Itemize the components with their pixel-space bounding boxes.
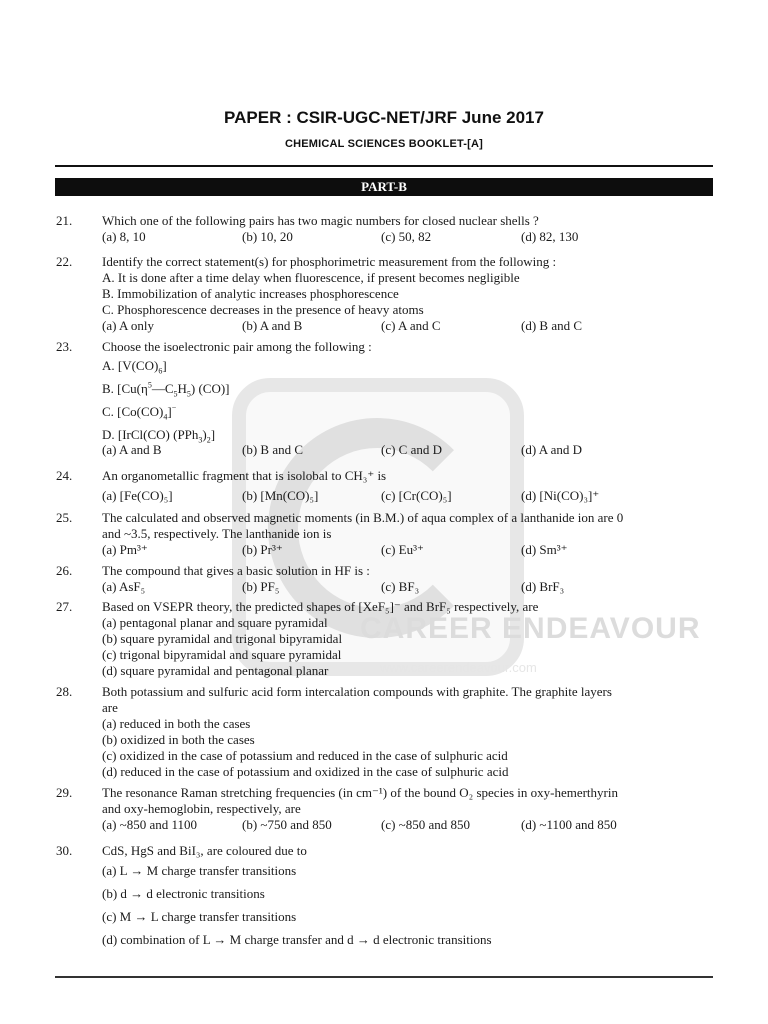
question-number: 23.: [56, 339, 73, 354]
option-c: (c) oxidized in the case of potassium and reduced in the case of sulphuric acid: [102, 748, 508, 763]
question-text: Which one of the following pairs has two magic numbers for closed nuclear shells ?: [102, 213, 539, 228]
option-a: (a) [Fe(CO)₅]: [102, 488, 173, 503]
option-b: (b) d → d electronic transitions: [102, 886, 265, 901]
option-c: (c) ~850 and 850: [381, 817, 470, 832]
complex-d: D. [IrCl(CO) $(PPh_3)_2$]: [102, 427, 216, 445]
watermark-url: www.careerendeavour.com: [380, 660, 537, 675]
option-a: (a) pentagonal planar and square pyramidal: [102, 615, 328, 630]
option-a: (a) reduced in both the cases: [102, 716, 251, 731]
option-b: (b) oxidized in both the cases: [102, 732, 255, 747]
statement-c: C. Phosphorescence decreases in the presence of heavy atoms: [102, 302, 424, 317]
question-text: Identify the correct statement(s) for phosphorimetric measurement from the following :: [102, 254, 557, 269]
option-c: (c) 50, 82: [381, 229, 432, 244]
option-b: (b) [Mn(CO)₅]: [242, 488, 319, 503]
option-d: (d) 82, 130: [521, 229, 579, 244]
option-b: (b) A and B: [242, 318, 303, 333]
statement-a: A. It is done after a time delay when fluorescence, if present becomes negligible: [102, 270, 520, 285]
booklet-subtitle: CHEMICAL SCIENCES BOOKLET-[A]: [284, 138, 484, 150]
question-number: 28.: [56, 684, 73, 699]
question-text-cont: are: [102, 700, 118, 715]
option-a: (a) A only: [102, 318, 154, 333]
question-text: Choose the isoelectronic pair among the following :: [102, 339, 372, 354]
option-a: (a) Pm³⁺: [102, 542, 148, 557]
statement-b: B. Immobilization of analytic increases phosphorescence: [102, 286, 399, 301]
paper-title: PAPER : CSIR-UGC-NET/JRF June 2017: [224, 108, 544, 127]
option-a: (a) AsF₅: [102, 579, 146, 594]
option-d: (d) [Ni(CO)₃]⁺: [521, 488, 600, 503]
option-a: (a) ~850 and 1100: [102, 817, 197, 832]
question-text: CdS, HgS and BiI₃, are coloured due to: [102, 843, 307, 858]
complex-c: C. $[Co(CO)_4]^-$: [102, 403, 177, 422]
question-number: 27.: [56, 599, 73, 614]
option-d: (d) ~1100 and 850: [521, 817, 617, 832]
option-c: (c) [Cr(CO)₅]: [381, 488, 452, 503]
option-c: (c) A and C: [381, 318, 441, 333]
option-b: (b) ~750 and 850: [242, 817, 332, 832]
complex-b: B. [$Cu(\eta^5—C_5H_5)$ (CO)]: [102, 380, 230, 399]
option-c: (c) trigonal bipyramidal and square pyramidal: [102, 647, 342, 662]
option-c: (c) M → L charge transfer transitions: [102, 909, 297, 924]
option-b: (b) square pyramidal and trigonal bipyramidal: [102, 631, 343, 646]
option-b: (b) PF₅: [242, 579, 280, 594]
option-d: (d) A and D: [521, 442, 583, 457]
question-text-cont: and ~3.5, respectively. The lanthanide ion is: [102, 526, 332, 541]
question-number: 30.: [56, 843, 73, 858]
question-number: 21.: [56, 213, 73, 228]
question-text: Both potassium and sulfuric acid form intercalation compounds with graphite. The graphite layers: [102, 684, 612, 699]
watermark-text: CAREER ENDEAVOUR: [360, 612, 701, 645]
question-text: The resonance Raman stretching frequencies (in cm⁻¹) of the bound O₂ species in oxy-hemerthyrin: [102, 785, 618, 800]
question-text: The compound that gives a basic solution in HF is :: [102, 563, 370, 578]
option-d: (d) combination of L → M charge transfer and d → d electronic transitions: [102, 932, 492, 947]
question-text-cont: and oxy-hemoglobin, respectively, are: [102, 801, 301, 816]
option-c: (c) C and D: [381, 442, 443, 457]
option-a: (a) A and B: [102, 442, 162, 457]
complex-a: A. $[V(CO)_6]$: [102, 358, 167, 376]
question-number: 26.: [56, 563, 73, 578]
option-b: (b) B and C: [242, 442, 304, 457]
question-text: An organometallic fragment that is isolobal to CH₃⁺ is: [102, 468, 387, 483]
option-d: (d) Sm³⁺: [521, 542, 568, 557]
option-d: (d) B and C: [521, 318, 583, 333]
question-number: 29.: [56, 785, 73, 800]
question-number: 24.: [56, 468, 73, 483]
option-b: (b) 10, 20: [242, 229, 293, 244]
option-c: (c) BF₃: [381, 579, 420, 594]
option-d: (d) BrF₃: [521, 579, 565, 594]
option-a: (a) 8, 10: [102, 229, 146, 244]
footer-rule: [55, 976, 713, 978]
option-d: (d) reduced in the case of potassium and oxidized in the case of sulphuric acid: [102, 764, 509, 779]
question-text: The calculated and observed magnetic moments (in B.M.) of aqua complex of a lanthanide ion are 0: [102, 510, 624, 525]
option-a: (a) L → M charge transfer transitions: [102, 863, 297, 878]
question-number: 25.: [56, 510, 73, 525]
question-text: Based on VSEPR theory, the predicted shapes of [XeF₅]⁻ and BrF₅ respectively, are: [102, 599, 539, 614]
question-number: 22.: [56, 254, 73, 269]
option-b: (b) Pr³⁺: [242, 542, 283, 557]
option-c: (c) Eu³⁺: [381, 542, 424, 557]
part-heading: PART-B: [55, 178, 713, 196]
option-d: (d) square pyramidal and pentagonal planar: [102, 663, 329, 678]
